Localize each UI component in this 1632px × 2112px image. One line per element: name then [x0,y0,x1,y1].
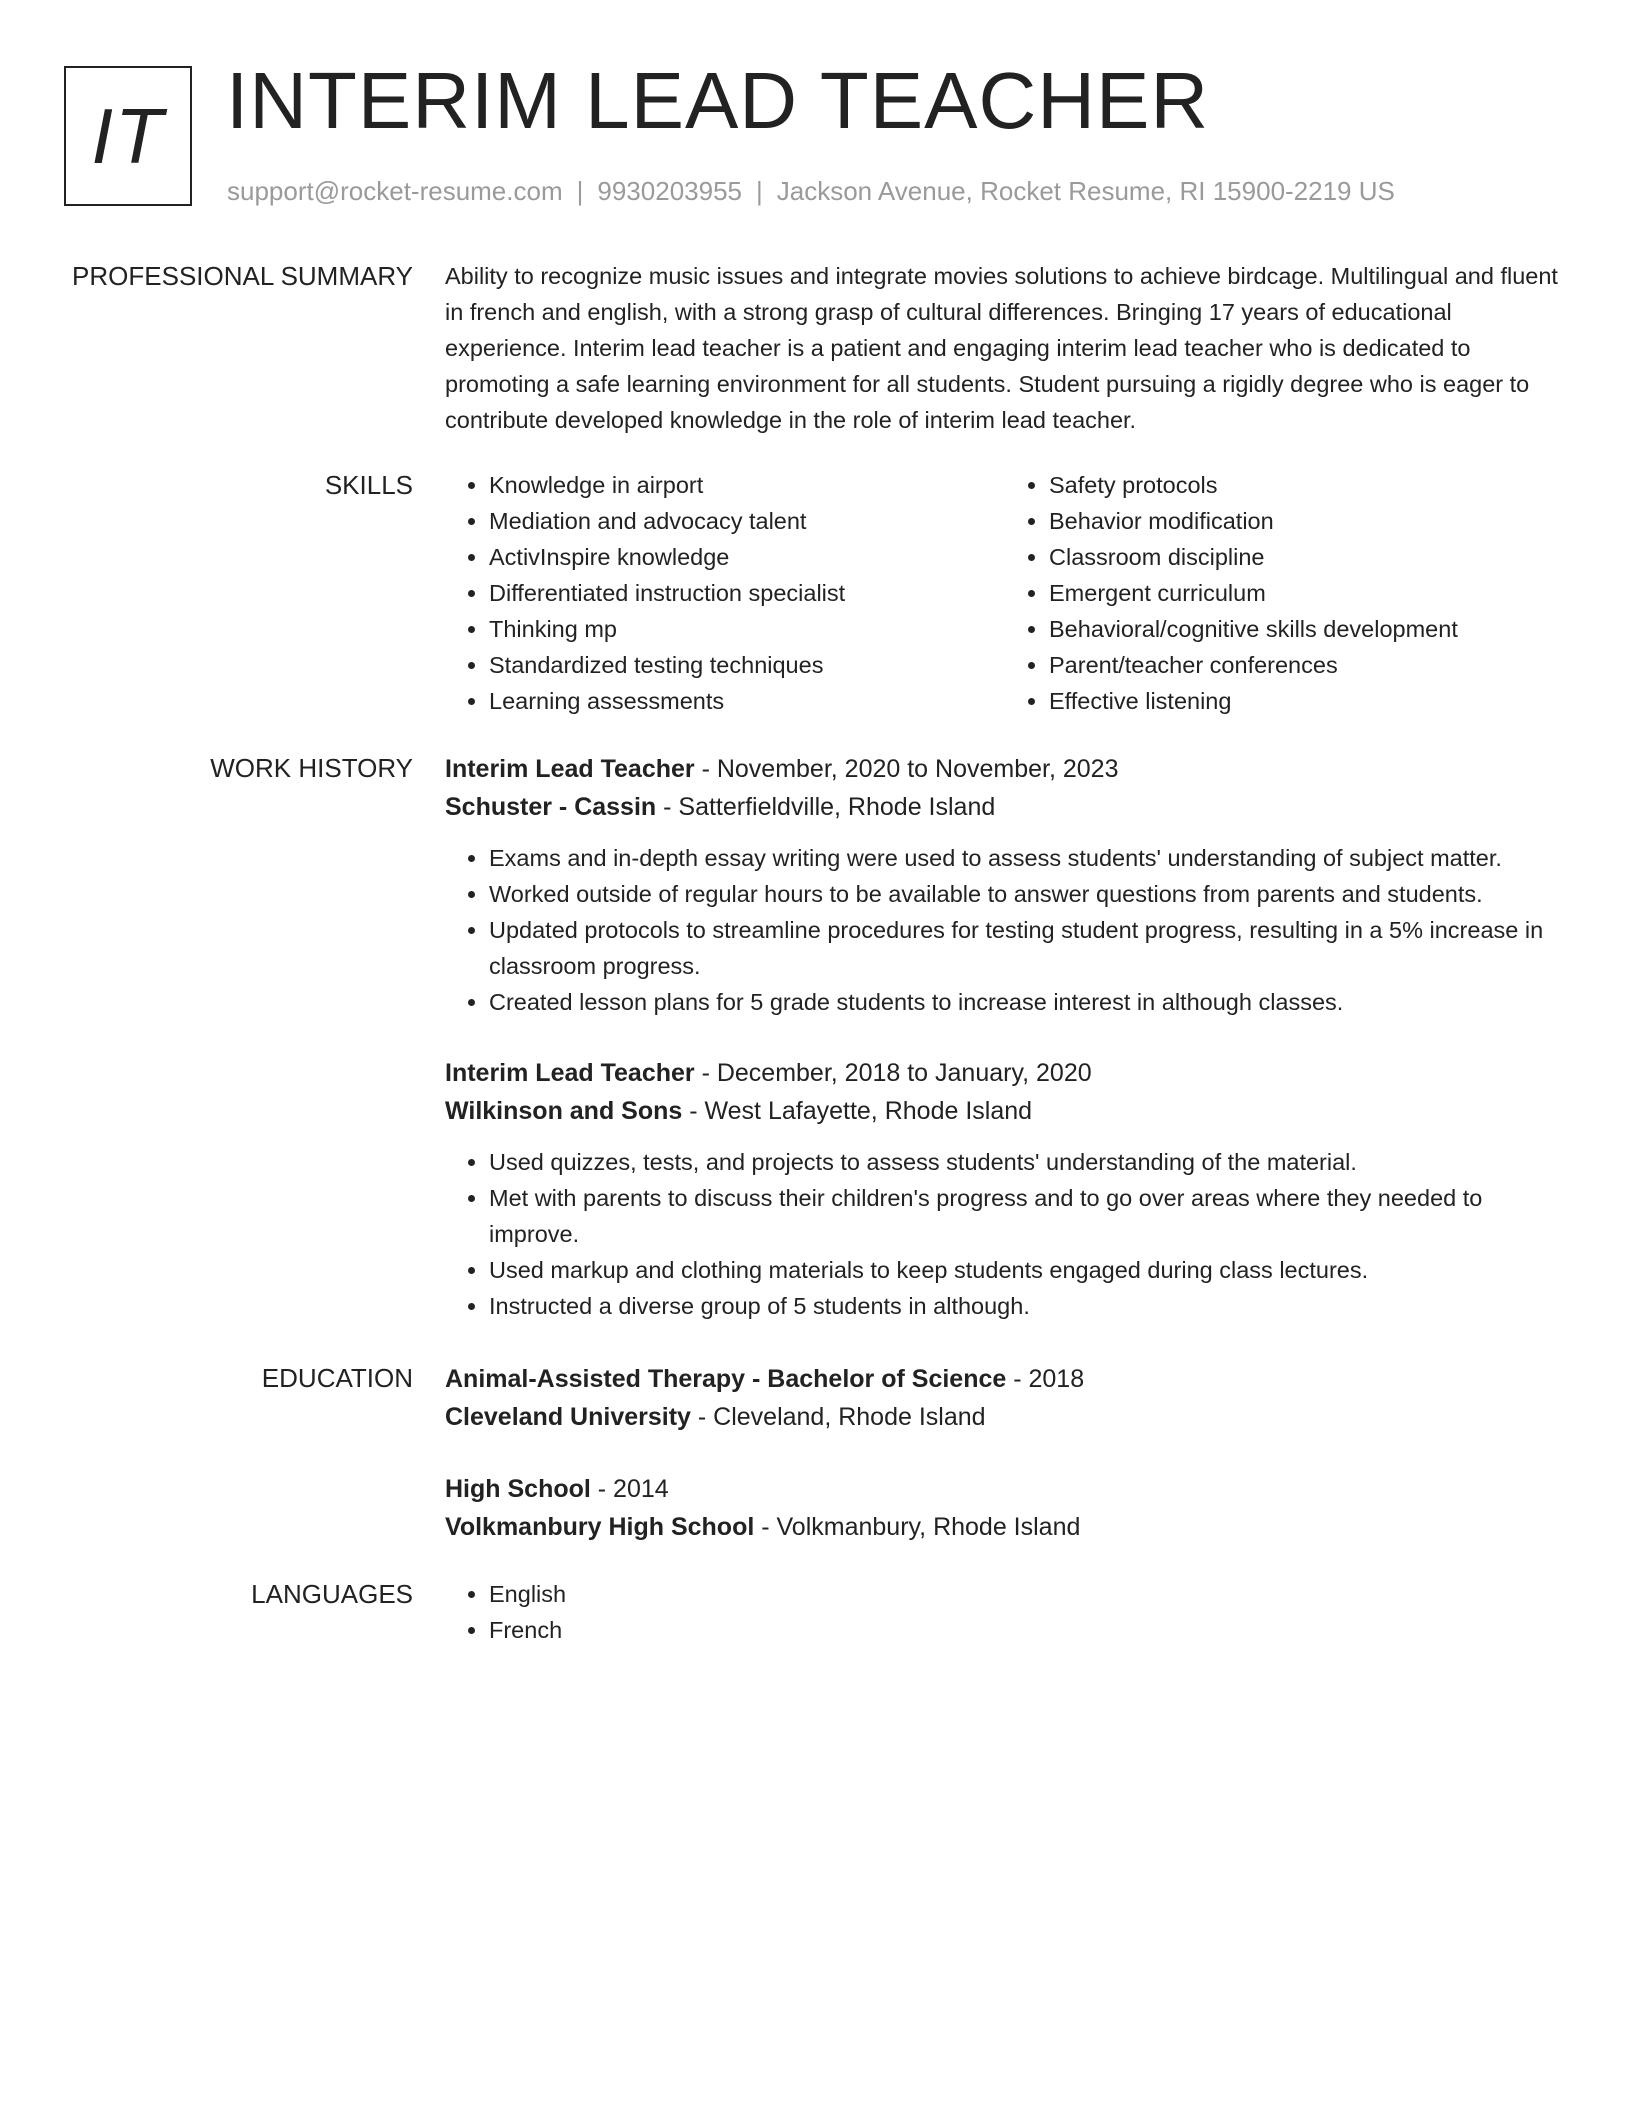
skill-item: • Thinking mp [489,611,1005,647]
job-entry [445,750,1565,1020]
contact-phone[interactable]: 9930203955 [597,176,742,206]
education-school: Volkmanbury High School [445,1513,755,1541]
job-title-line [445,1054,1565,1092]
job-company-line [445,788,1565,826]
work-history-body [445,750,1565,1358]
language-item: • English [489,1576,1565,1612]
contact-separator: | [576,176,584,206]
skill-item: • Differentiated instruction specialist [489,575,1005,611]
job-bullet: • Created lesson plans for 5 grade students to increase interest in although classes. [489,984,1565,1020]
education-school-line [445,1508,1565,1546]
skill-item: • Classroom discipline [1049,539,1565,575]
job-bullet: • Used quizzes, tests, and projects to assess students' understanding of the material. [489,1144,1565,1180]
contact-address: Jackson Avenue, Rocket Resume, RI 15900-2219 US [776,176,1395,206]
job-bullet: • Exams and in-depth essay writing were used to assess students' understanding of subject matter. [489,840,1565,876]
contact-separator: | [756,176,763,206]
section-title-education: EDUCATION [261,1363,413,1393]
skill-item: • Behavioral/cognitive skills development [1049,611,1565,647]
education-degree-line [445,1360,1565,1398]
skills-list-right [1005,467,1565,719]
languages-body [445,1576,1565,1648]
education-year: - 2018 [1006,1365,1085,1393]
contact-email[interactable]: support@rocket-resume.com [227,176,563,206]
job-title-line [445,750,1565,788]
languages-list [445,1576,1565,1648]
job-bullet: • Used markup and clothing materials to keep students engaged during class lectures. [489,1252,1565,1288]
education-degree: Animal-Assisted Therapy - Bachelor of Science [445,1365,1007,1393]
skill-item: • Knowledge in airport [489,467,1005,503]
skill-item: • Mediation and advocacy talent [489,503,1005,539]
job-dates: - December, 2018 to January, 2020 [694,1059,1092,1087]
education-year: - 2014 [590,1475,669,1503]
skill-item: • Emergent curriculum [1049,575,1565,611]
initials-text: IT [91,91,165,180]
skill-item: • Learning assessments [489,683,1005,719]
education-degree-line [445,1470,1565,1508]
job-bullet: • Instructed a diverse group of 5 students in although. [489,1288,1565,1324]
section-title-languages: LANGUAGES [251,1579,413,1609]
section-title-skills: SKILLS [324,470,413,500]
job-role: Interim Lead Teacher [445,1059,695,1087]
job-location: - West Lafayette, Rhode Island [682,1097,1033,1125]
job-bullets [445,840,1565,1020]
section-title-work-history: WORK HISTORY [210,753,413,783]
education-location: - Volkmanbury, Rhode Island [754,1513,1081,1541]
education-location: - Cleveland, Rhode Island [690,1403,986,1431]
job-role: Interim Lead Teacher [445,755,695,783]
job-company-line [445,1092,1565,1130]
job-company: Schuster - Cassin [445,793,657,821]
job-bullet: • Worked outside of regular hours to be available to answer questions from parents and students. [489,876,1565,912]
job-bullet: • Met with parents to discuss their children's progress and to go over areas where they needed to improve. [489,1180,1565,1252]
skill-item: • Standardized testing techniques [489,647,1005,683]
skill-item: • Effective listening [1049,683,1565,719]
job-bullet: • Updated protocols to streamline procedures for testing student progress, resulting in a 5% increase in classroom progress. [489,912,1565,984]
education-entry [445,1470,1565,1546]
education-school: Cleveland University [445,1403,691,1431]
education-school-line [445,1398,1565,1436]
job-bullets [445,1144,1565,1324]
skills-list-left [445,467,1005,719]
contact-line [227,174,1395,208]
summary-body [445,258,1565,438]
job-location: - Satterfieldville, Rhode Island [656,793,996,821]
skill-item: • Parent/teacher conferences [1049,647,1565,683]
summary-text: Ability to recognize music issues and integrate movies solutions to achieve birdcage. Multilingual and fluent in french and english, with a strong grasp of cultural differences. Bringing 17 years of educational experience. Interim lead teacher is a patient and engaging interim lead teacher who is dedicated to promoting a safe learning environment for all students. Student pursuing a rigidly degree who is eager to contribute developed knowledge in the role of interim lead teacher. [445,263,1558,433]
section-title-summary: PROFESSIONAL SUMMARY [72,261,413,291]
skill-item: • ActivInspire knowledge [489,539,1005,575]
language-item: • French [489,1612,1565,1648]
resume-name: INTERIM LEAD TEACHER [226,56,1210,145]
education-body [445,1360,1565,1580]
job-dates: - November, 2020 to November, 2023 [694,755,1119,783]
job-entry [445,1054,1565,1324]
skills-body [445,467,1565,719]
initials-monogram [64,66,192,206]
education-entry [445,1360,1565,1436]
education-degree: High School [445,1475,591,1503]
skill-item: • Safety protocols [1049,467,1565,503]
job-company: Wilkinson and Sons [445,1097,683,1125]
skill-item: • Behavior modification [1049,503,1565,539]
